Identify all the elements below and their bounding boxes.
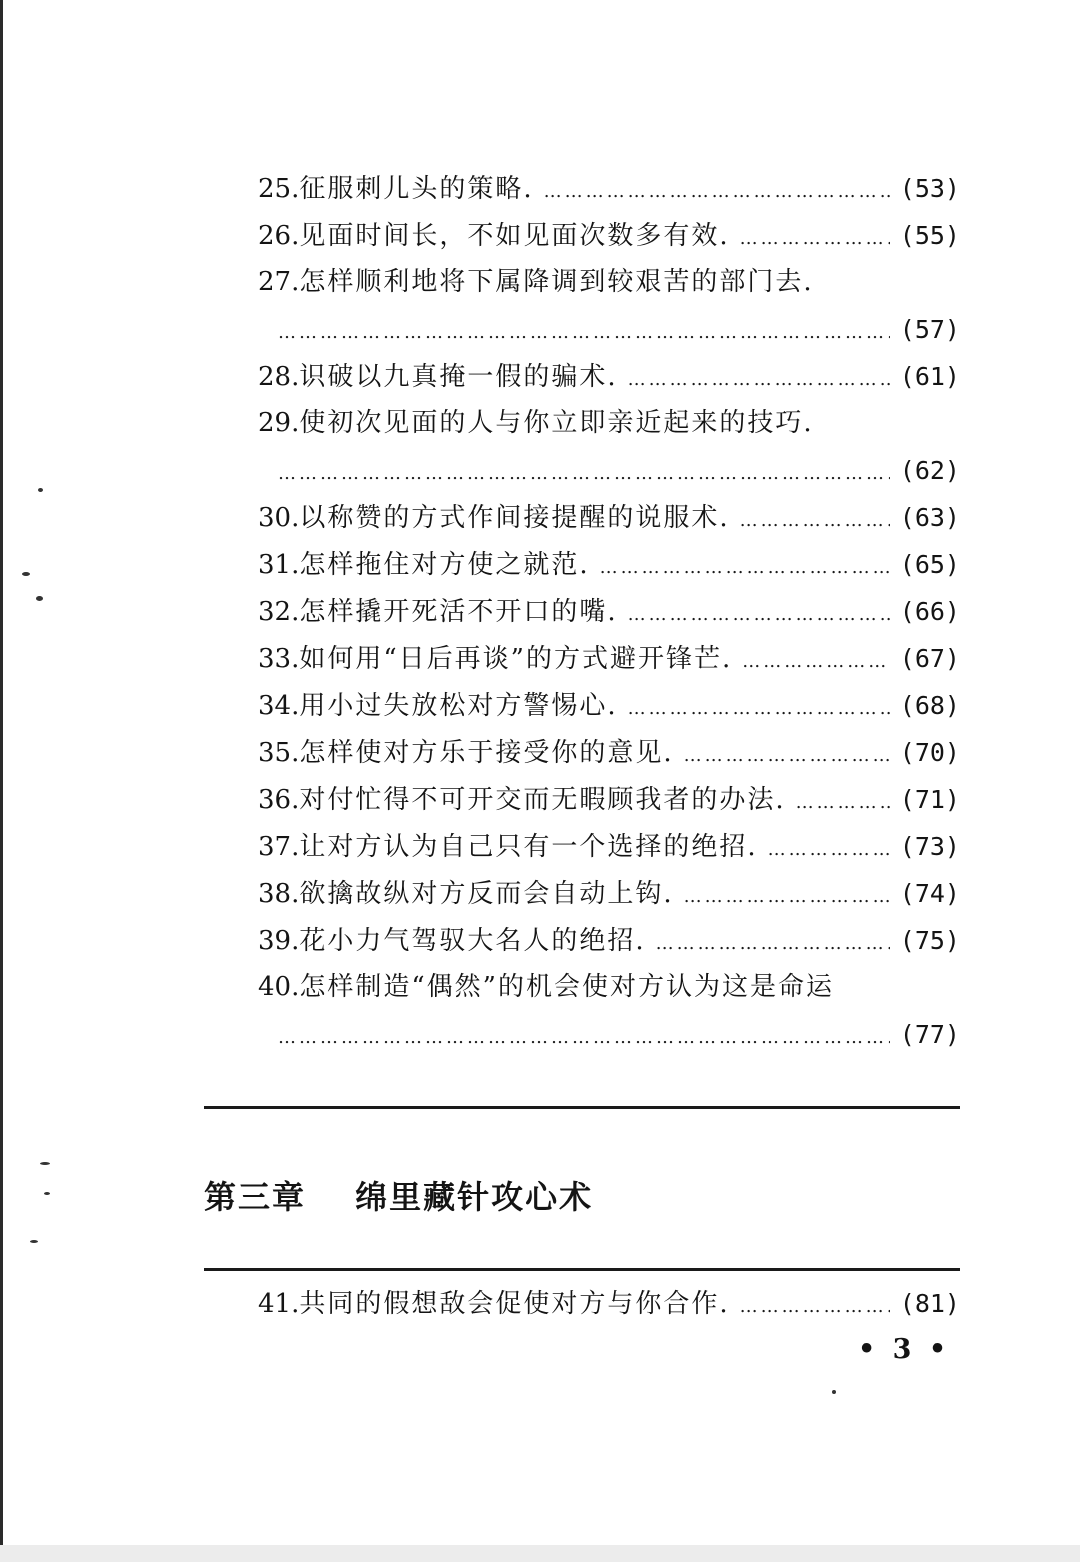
entry-page: (71) xyxy=(899,785,960,814)
entry-number: 33. xyxy=(258,644,300,674)
chapter-heading[interactable] xyxy=(204,1172,593,1218)
entry-number: 28. xyxy=(258,362,300,392)
chapter-rule-bottom xyxy=(204,1268,960,1271)
dot-leader xyxy=(278,309,890,356)
entry-title: 怎样制造“偶然”的机会使对方认为这是命运 xyxy=(299,972,834,1002)
entry-page: (61) xyxy=(899,362,960,391)
entry-title: 对付忙得不可开交而无暇顾我者的办法. xyxy=(299,785,786,815)
dot-leader xyxy=(768,826,890,873)
entry-title: 用小过失放松对方警惕心. xyxy=(299,691,618,721)
toc-entry-39[interactable] xyxy=(258,917,960,964)
toc-entry-35[interactable] xyxy=(258,729,960,776)
toc-entry-28[interactable] xyxy=(258,353,960,400)
dot-leader xyxy=(740,497,890,544)
toc-entry-29[interactable] xyxy=(258,400,960,494)
toc-entry-25[interactable] xyxy=(258,165,960,212)
entry-page: (65) xyxy=(899,550,960,579)
dot-leader xyxy=(656,920,890,967)
entry-number: 37. xyxy=(258,832,300,862)
chapter-label: 第三章 xyxy=(204,1178,307,1216)
entry-title: 花小力气驾驭大名人的绝招. xyxy=(299,926,646,956)
entry-title: 使初次见面的人与你立即亲近起来的技巧. xyxy=(299,408,814,438)
entry-number: 29. xyxy=(258,408,300,438)
toc-entry-30[interactable] xyxy=(258,494,960,541)
toc-entry-36[interactable] xyxy=(258,776,960,823)
chapter-rule-top xyxy=(204,1106,960,1109)
dot-leader xyxy=(544,168,890,215)
toc-entry-31[interactable] xyxy=(258,541,960,588)
entry-number: 27. xyxy=(258,267,300,297)
scan-speck xyxy=(832,1390,836,1394)
dot-leader xyxy=(628,356,890,403)
dot-leader xyxy=(600,544,890,591)
bottom-strip xyxy=(0,1545,1080,1562)
entry-title: 怎样顺利地将下属降调到较艰苦的部门去. xyxy=(299,267,814,297)
entry-number: 35. xyxy=(258,738,300,768)
scan-speck xyxy=(30,1240,38,1243)
entry-title: 识破以九真掩一假的骗术. xyxy=(299,362,618,392)
dot-leader xyxy=(628,685,890,732)
dot-leader xyxy=(740,1283,890,1330)
toc-entry-34[interactable] xyxy=(258,682,960,729)
scan-speck xyxy=(44,1192,50,1195)
entry-number: 41. xyxy=(258,1289,300,1319)
entry-page: (53) xyxy=(899,174,960,203)
entry-title: 如何用“日后再谈”的方式避开锋芒. xyxy=(299,644,733,674)
page-number: • 3 • xyxy=(858,1334,951,1365)
entry-title: 怎样撬开死活不开口的嘴. xyxy=(299,597,618,627)
toc-entry-26[interactable] xyxy=(258,212,960,259)
toc-entry-40[interactable] xyxy=(258,964,960,1058)
page-edge xyxy=(0,0,3,1562)
entry-page: (68) xyxy=(899,691,960,720)
entry-number: 30. xyxy=(258,503,300,533)
scan-speck xyxy=(38,488,43,492)
entry-page: (63) xyxy=(899,503,960,532)
toc-entry-33[interactable] xyxy=(258,635,960,682)
entry-number: 36. xyxy=(258,785,300,815)
entry-title: 共同的假想敌会促使对方与你合作. xyxy=(299,1289,730,1319)
entry-number: 39. xyxy=(258,926,300,956)
chapter-toc xyxy=(258,1280,960,1327)
entry-number: 38. xyxy=(258,879,300,909)
dot-leader xyxy=(684,732,890,779)
toc-entry-32[interactable] xyxy=(258,588,960,635)
entry-title: 见面时间长，不如见面次数多有效. xyxy=(299,221,730,251)
entry-page: (70) xyxy=(899,738,960,767)
entry-page: (75) xyxy=(899,926,960,955)
dot-leader xyxy=(684,873,890,920)
entry-page: (67) xyxy=(899,644,960,673)
entry-number: 31. xyxy=(258,550,300,580)
entry-title: 征服刺儿头的策略. xyxy=(299,174,534,204)
table-of-contents xyxy=(258,165,960,1058)
entry-page: (66) xyxy=(899,597,960,626)
entry-page: (73) xyxy=(899,832,960,861)
entry-page: (77) xyxy=(899,1020,960,1049)
entry-page: (57) xyxy=(899,315,960,344)
dot-leader xyxy=(740,215,890,262)
toc-entry-38[interactable] xyxy=(258,870,960,917)
entry-number: 26. xyxy=(258,221,300,251)
entry-page: (62) xyxy=(899,456,960,485)
entry-title: 以称赞的方式作间接提醒的说服术. xyxy=(299,503,730,533)
entry-page: (81) xyxy=(899,1289,960,1318)
entry-number: 32. xyxy=(258,597,300,627)
entry-title: 让对方认为自己只有一个选择的绝招. xyxy=(299,832,758,862)
entry-page: (55) xyxy=(899,221,960,250)
entry-number: 25. xyxy=(258,174,300,204)
scan-speck xyxy=(36,596,43,601)
dot-leader xyxy=(796,779,890,826)
entry-number: 34. xyxy=(258,691,300,721)
scan-speck xyxy=(40,1162,50,1165)
entry-title: 怎样拖住对方使之就范. xyxy=(299,550,590,580)
toc-entry-41[interactable] xyxy=(258,1280,960,1327)
entry-title: 怎样使对方乐于接受你的意见. xyxy=(299,738,674,768)
dot-leader xyxy=(742,638,890,685)
chapter-title: 绵里藏针攻心术 xyxy=(355,1178,594,1216)
entry-title: 欲擒故纵对方反而会自动上钩. xyxy=(299,879,674,909)
entry-page: (74) xyxy=(899,879,960,908)
dot-leader xyxy=(628,591,890,638)
dot-leader xyxy=(278,1014,890,1061)
toc-entry-27[interactable] xyxy=(258,259,960,353)
dot-leader xyxy=(278,450,890,497)
scan-speck xyxy=(22,572,30,576)
toc-entry-37[interactable] xyxy=(258,823,960,870)
entry-number: 40. xyxy=(258,972,300,1002)
